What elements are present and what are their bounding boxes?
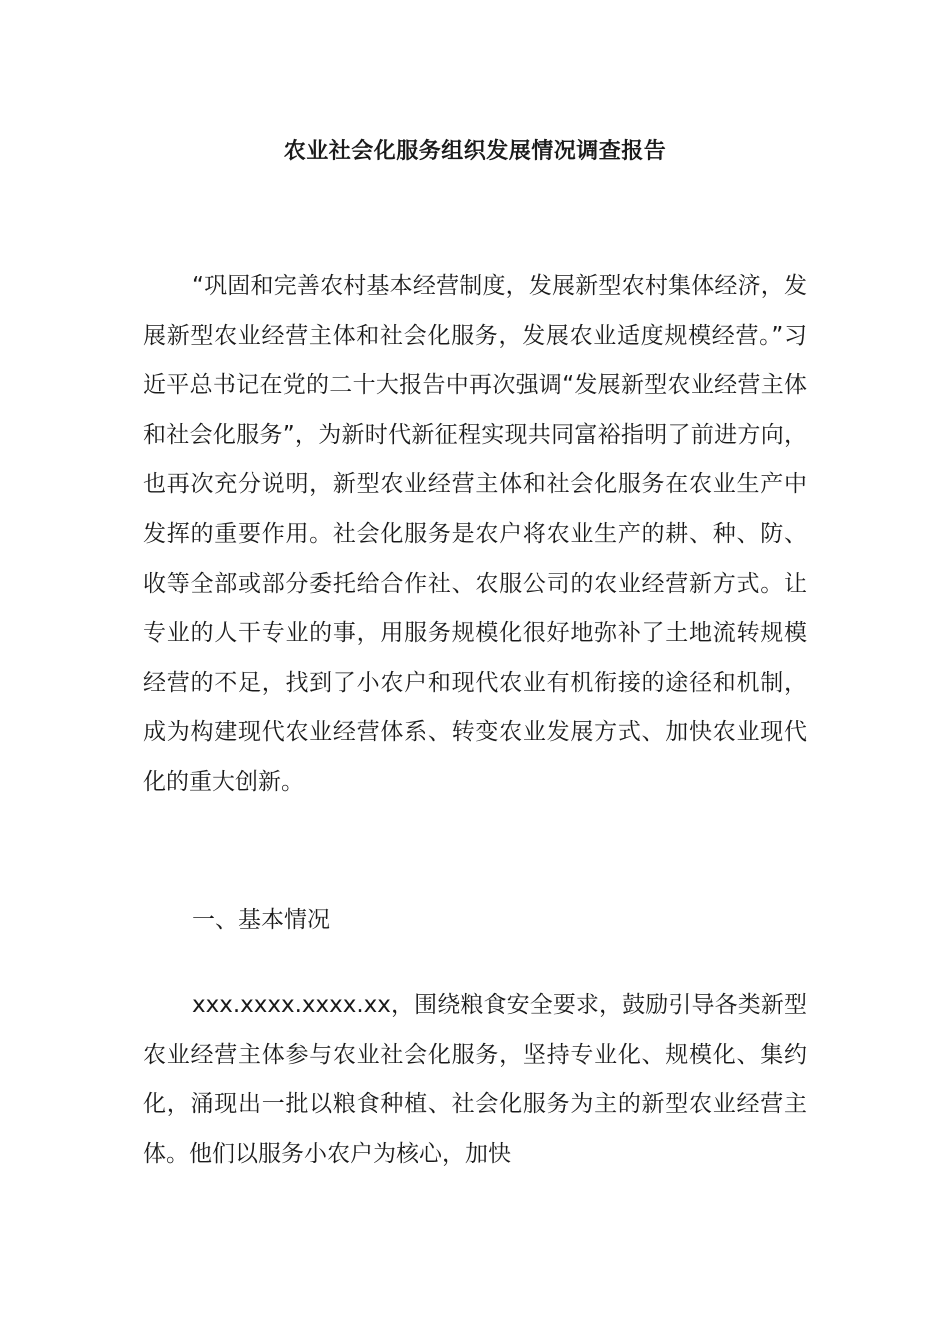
paragraph-intro-container	[143, 262, 807, 808]
section-heading-container	[143, 896, 807, 946]
paragraph-basic-situation: xxx.xxxx.xxxx.xx，围绕粮食安全要求，鼓励引导各类新型农业经营主体参与农业社会化服务，坚持专业化、规模化、集约化，涌现出一批以粮食种植、社会化服务为主的新型农业经营主体。他们以服务小农户为核心，加快	[143, 992, 807, 1167]
document-title: 农业社会化服务组织发展情况调查报告	[283, 139, 667, 164]
paragraph-basic-situation-container	[143, 981, 807, 1179]
section-heading-basic-situation: 一、基本情况	[192, 907, 330, 933]
paragraph-intro: “巩固和完善农村基本经营制度，发展新型农村集体经济，发展新型农业经营主体和社会化服务，发展农业适度规模经营。”习近平总书记在党的二十大报告中再次强调“发展新型农业经营主体和社会化服务”，为新时代新征程实现共同富裕指明了前进方向，也再次充分说明，新型农业经营主体和社会化服务在农业生产中发挥的重要作用。社会化服务是农户将农业生产的耕、种、防、收等全部或部分委托给合作社、农服公司的农业经营新方式。让专业的人干专业的事，用服务规模化很好地弥补了土地流转规模经营的不足，找到了小农户和现代农业有机衔接的途径和机制，成为构建现代农业经营体系、转变农业发展方式、加快农业现代化的重大创新。	[143, 273, 807, 795]
